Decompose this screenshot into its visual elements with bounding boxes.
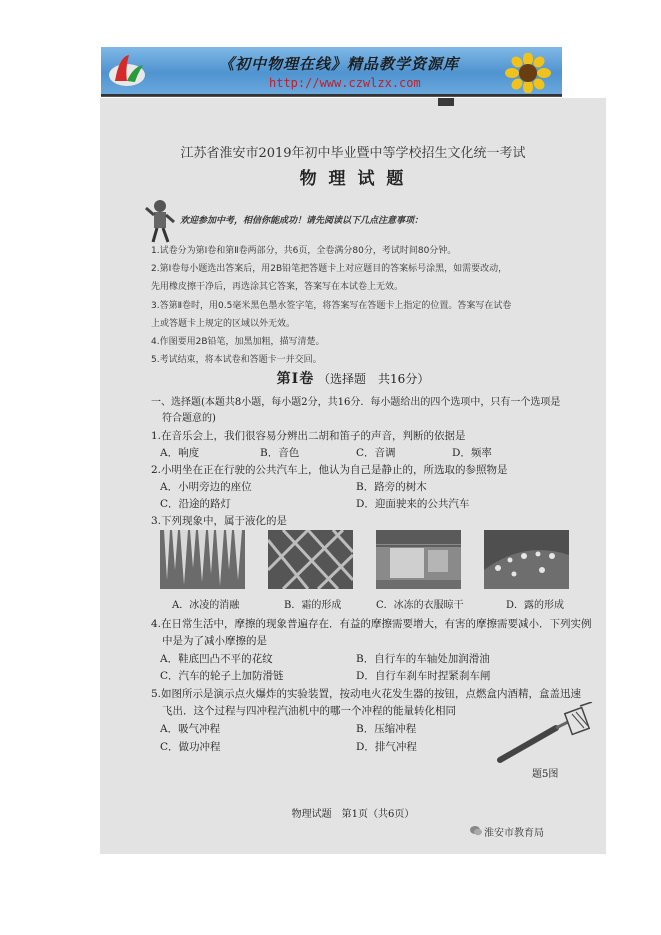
- question-4-stem-cont: 中是为了减小摩擦的是: [162, 635, 267, 647]
- section-name: 第Ⅰ卷: [276, 371, 315, 387]
- banner-divider: [101, 96, 562, 97]
- wechat-icon: [470, 825, 482, 836]
- question-1-option-b: B．音色: [260, 447, 300, 459]
- question-1-option-a: A．响度: [160, 447, 200, 459]
- watermark-text: 淮安市教育局: [484, 828, 544, 839]
- icicle-photo: [160, 530, 245, 589]
- question-5-option-c: C．做功冲程: [160, 741, 221, 753]
- igniter-diagram: [496, 702, 596, 764]
- exam-paper: [100, 98, 606, 854]
- part1-heading: 一、选择题(本题共8小题，每小题2分，共16分．每小题给出的四个选项中，只有一个选项是: [151, 397, 561, 408]
- part1-heading-cont: 符合题意的): [162, 413, 216, 424]
- question-4-option-c: C．汽车的轮子上加防滑链: [160, 670, 284, 682]
- paper-marker: [438, 98, 454, 106]
- question-3-stem: 3.下列现象中，属于液化的是: [151, 515, 288, 527]
- figure-5-caption: 题5图: [532, 769, 559, 780]
- exam-title: 江苏省淮安市2019年初中毕业暨中等学校招生文化统一考试: [180, 146, 526, 161]
- question-2-option-d: D．迎面驶来的公共汽车: [356, 498, 470, 510]
- instruction-1: 1.试卷分为第Ⅰ卷和第Ⅱ卷两部分，共6页，全卷满分80分，考试时间80分钟。: [151, 246, 457, 256]
- section-heading: [100, 368, 606, 388]
- question-4-option-d: D．自行车刹车时捏紧刹车闸: [356, 670, 491, 682]
- instruction-4: 4.作图要用2B铅笔，加黑加粗，描写清楚。: [151, 337, 325, 347]
- logo-icon: [105, 51, 149, 89]
- question-4-option-b: B．自行车的车轴处加润滑油: [356, 653, 490, 665]
- sunflower-icon: [502, 53, 554, 93]
- question-5-stem: 5.如图所示是演示点火爆炸的实验装置，按动电火花发生器的按钮，点燃盒内酒精，盒盖迅速: [151, 688, 582, 700]
- question-4-option-a: A．鞋底凹凸不平的花纹: [160, 653, 273, 665]
- instruction-3: 3.答第Ⅱ卷时，用0.5毫米黑色墨水签字笔，将答案写在答题卡上指定的位置。答案写在试卷: [151, 301, 512, 311]
- question-3-option-c: C．冰冻的衣服晾干: [376, 600, 464, 611]
- banner-url[interactable]: http://www.czwlzx.com: [269, 76, 421, 90]
- banner-title: 《初中物理在线》精品教学资源库: [219, 55, 460, 73]
- header-banner: [101, 47, 562, 96]
- question-5-stem-cont: 飞出．这个过程与四冲程汽油机中的哪一个冲程的能量转化相同: [162, 705, 456, 717]
- student-figure-icon: [144, 198, 178, 244]
- question-2-option-a: A．小明旁边的座位: [160, 481, 252, 493]
- dew-photo: [484, 530, 569, 589]
- instruction-2: 2.第Ⅰ卷每小题选出答案后，用2B铅笔把答题卡上对应题目的答案标号涂黑，如需要改动，: [151, 264, 508, 274]
- question-1-stem: 1.在音乐会上，我们很容易分辨出二胡和笛子的声音，判断的依据是: [151, 430, 466, 442]
- frost-photo: [268, 530, 353, 589]
- question-3-option-a: A．冰凌的消融: [172, 600, 240, 611]
- question-4-stem: 4.在日常生活中，摩擦的现象普遍存在．有益的摩擦需要增大，有害的摩擦需要减小．下列实例: [151, 618, 592, 630]
- instruction-3-cont: 上或答题卡上规定的区域以外无效。: [151, 319, 296, 329]
- question-2-option-b: B．路旁的树木: [356, 481, 427, 493]
- instruction-2-cont: 先用橡皮擦干净后，再选涂其它答案，答案写在本试卷上无效。: [151, 282, 404, 292]
- question-1-option-d: D．频率: [452, 447, 492, 459]
- question-1-option-c: C．音调: [356, 447, 396, 459]
- question-5-option-a: A．吸气冲程: [160, 723, 221, 735]
- paper-subject: 物 理 试 题: [299, 169, 407, 189]
- section-desc: （选择题 共16分）: [318, 372, 430, 386]
- frozen-clothes-photo: [376, 530, 461, 589]
- question-3-option-d: D．露的形成: [506, 600, 565, 611]
- page-footer: 物理试题 第1页（共6页）: [291, 809, 415, 820]
- instruction-5: 5.考试结束，将本试卷和答题卡一并交回。: [151, 355, 322, 365]
- question-5-option-d: D．排气冲程: [356, 741, 417, 753]
- question-5-option-b: B．压缩冲程: [356, 723, 417, 735]
- welcome-note: 欢迎参加中考，相信你能成功！请先阅读以下几点注意事项：: [180, 216, 424, 226]
- question-2-stem: 2.小明坐在正在行驶的公共汽车上，他认为自己是静止的，所选取的参照物是: [151, 464, 508, 476]
- question-2-option-c: C．沿途的路灯: [160, 498, 232, 510]
- question-3-option-b: B．霜的形成: [284, 600, 342, 611]
